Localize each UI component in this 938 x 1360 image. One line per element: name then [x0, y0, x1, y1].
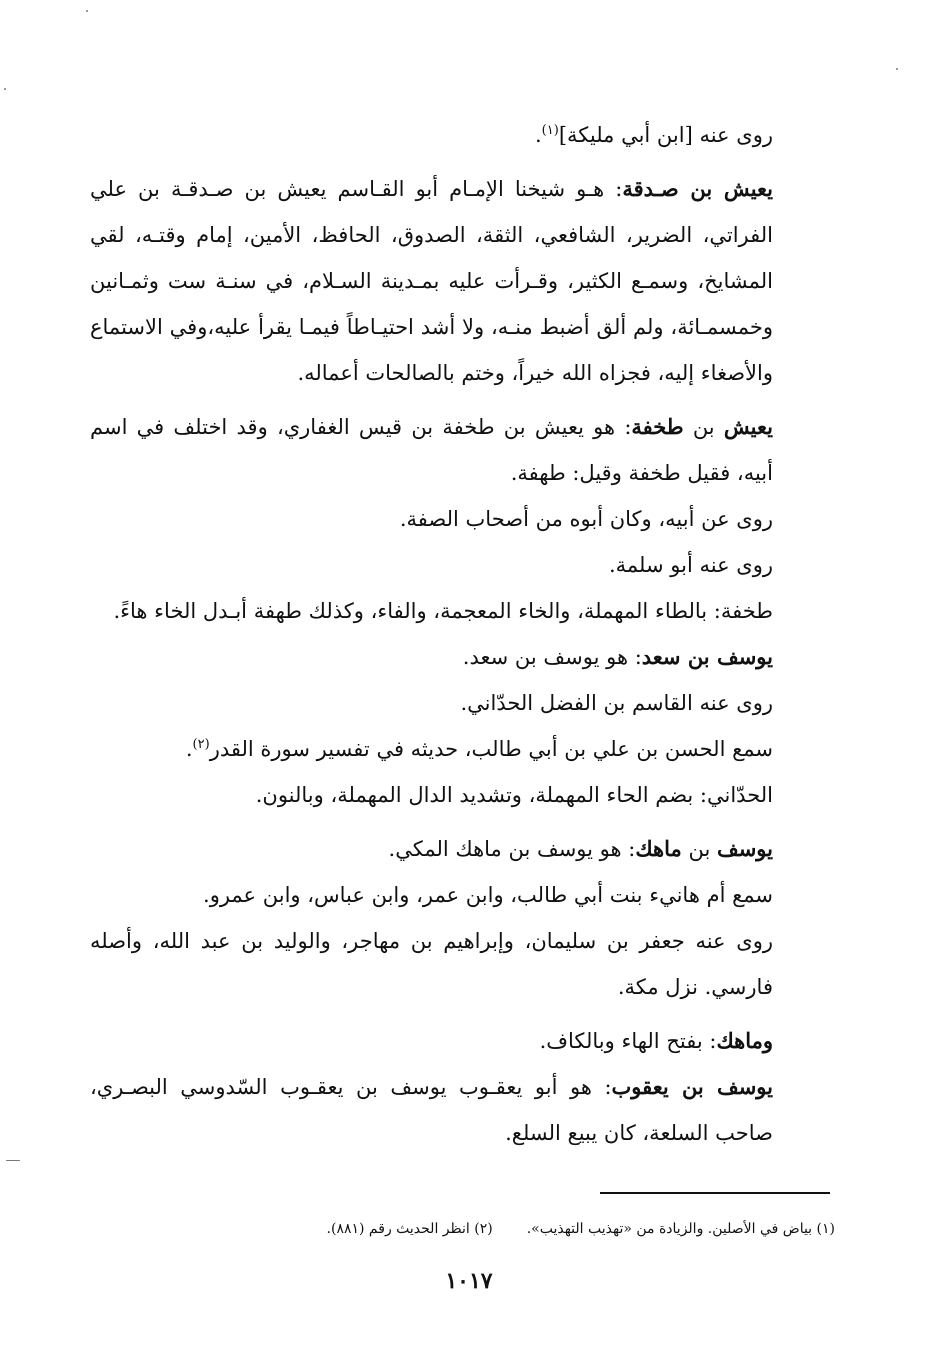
- footnote-divider: [600, 1192, 830, 1194]
- footnotes: [170, 1218, 835, 1240]
- footnote-ref: (٢): [192, 737, 210, 752]
- paragraph-text: روى عنه [ابن أبي مليكة]: [558, 123, 773, 147]
- scan-speck: [6, 1160, 20, 1161]
- paragraph-text: : هو أبو يعقـوب يوسف بن يعقـوب السّدوسي البصـري، صاحب السلعة، كان يبيع السلع.: [90, 1075, 773, 1145]
- entry-heading: ماهك: [635, 836, 682, 861]
- footnote: (٢) انظر الحديث رقم (٨٨١).: [326, 1221, 493, 1237]
- paragraph: [90, 772, 835, 818]
- paragraph-tail: .: [534, 123, 542, 147]
- paragraph-text: : هـو شيخنا الإمـام أبو القـاسم يعيش بن صـدقـة بن علي الفراتي، الضرير، الشافعي، الثقة، الصدوق، الحافظ، الأمين، إمام وقتـه، لقي المشايخ، وسمـع الكثير، وقـرأت عليه بمـدينة السـلام، في سنـة ست وثمـانين وخمسمـائة، ولم ألق أضبط منـه، ولا أشد احتيـاطاً فيمـا يقرأ عليه،وفي الاستماع والأصغاء إليه، فجزاه الله خيراً، وختم بالصالحات أعماله.: [90, 177, 773, 385]
- entry-heading: وماهك: [716, 1028, 773, 1053]
- page-number: ١٠١٧: [445, 1268, 493, 1294]
- paragraph-text: روى عنه القاسم بن الفضل الحدّاني.: [460, 691, 773, 715]
- paragraph-text: : هو يوسف بن سعد.: [462, 645, 642, 669]
- paragraph: [90, 918, 835, 1010]
- paragraph: [90, 726, 835, 772]
- paragraph-text: روى عن أبيه، وكان أبوه من أصحاب الصفة.: [399, 507, 773, 531]
- entry-heading: يوسف بن سعد: [641, 644, 773, 669]
- scan-speck: [4, 88, 6, 90]
- paragraph: [90, 1064, 835, 1156]
- paragraph: [90, 634, 835, 680]
- footnote: (١) بياض في الأصلين. والزيادة من «تهذيب التهذيب».: [526, 1221, 835, 1237]
- scan-speck: [86, 10, 88, 12]
- paragraph: [90, 112, 835, 158]
- entry-heading: يوسف بن يعقوب: [611, 1074, 773, 1099]
- paragraph-text: بن: [683, 415, 724, 439]
- scan-speck: [896, 68, 898, 70]
- paragraph-text: الحدّاني: بضم الحاء المهملة، وتشديد الدال المهملة، وبالنون.: [255, 783, 773, 807]
- paragraph-text: سمع أم هانيء بنت أبي طالب، وابن عمر، وابن عباس، وابن عمرو.: [203, 883, 773, 907]
- paragraph-text: روى عنه جعفر بن سليمان، وإبراهيم بن مهاجر، والوليد بن عبد الله، وأصله فارسي. نزل مكة.: [90, 929, 773, 999]
- paragraph-text: : بفتح الهاء وبالكاف.: [539, 1029, 717, 1053]
- entry-heading: يعيش: [723, 414, 773, 439]
- entry-heading: طخفة: [631, 414, 684, 439]
- paragraph-text: طخفة: بالطاء المهملة، والخاء المعجمة، والفاء، وكذلك طهفة أبـدل الخاء هاءً.: [113, 599, 773, 623]
- main-text: [90, 112, 835, 1156]
- paragraph: [90, 680, 835, 726]
- paragraph-text: : هو يوسف بن ماهك المكي.: [388, 837, 636, 861]
- paragraph: [90, 166, 835, 396]
- paragraph-text: : هو يعيش بن طخفة بن قيس الغفاري، وقد اختلف في اسم أبيه، فقيل طخفة وقيل: طهفة.: [90, 415, 773, 485]
- paragraph: [90, 588, 835, 634]
- entry-heading: يوسف: [716, 836, 773, 861]
- paragraph: [90, 496, 835, 542]
- paragraph-text: روى عنه أبو سلمة.: [608, 553, 773, 577]
- paragraph-text: بن: [681, 837, 717, 861]
- paragraph: [90, 404, 835, 496]
- paragraph-text: سمع الحسن بن علي بن أبي طالب، حديثه في تفسير سورة القدر: [209, 737, 773, 761]
- paragraph: [90, 826, 835, 872]
- entry-heading: يعيش بن صـدقة: [622, 176, 774, 201]
- paragraph-tail: .: [185, 737, 193, 761]
- paragraph: [90, 1018, 835, 1064]
- footnote-ref: (١): [541, 123, 559, 138]
- paragraph: [90, 542, 835, 588]
- paragraph: [90, 872, 835, 918]
